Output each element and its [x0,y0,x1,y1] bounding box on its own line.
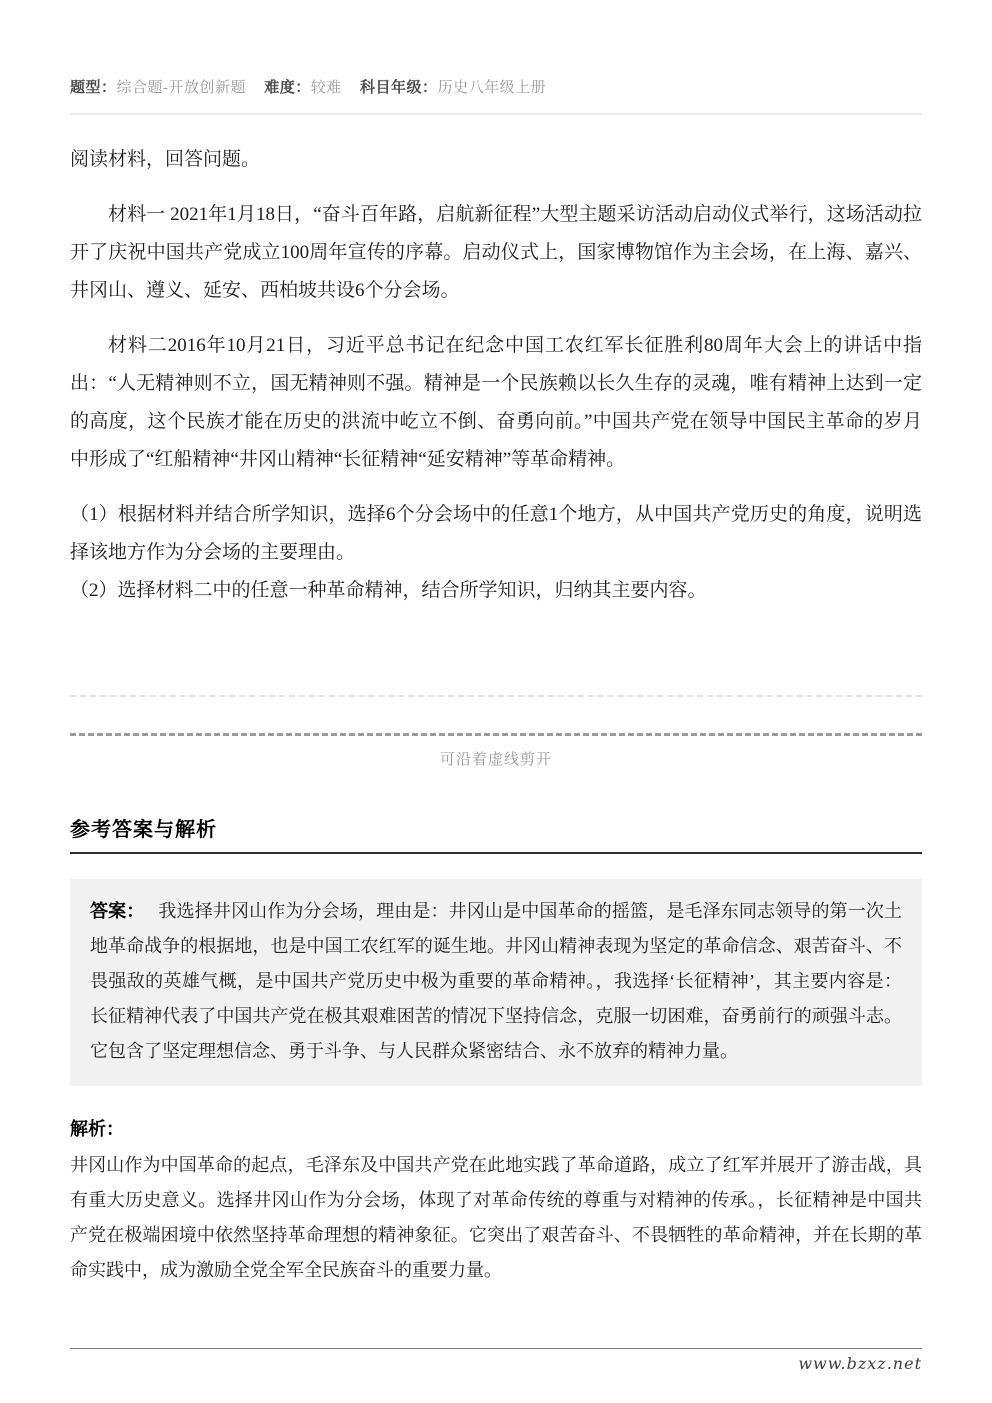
answer-text: 我选择井冈山作为分会场，理由是：井冈山是中国革命的摇篮，是毛泽东同志领导的第一次土地革命战争的根据地，也是中国工农红军的诞生地。井冈山精神表现为坚定的革命信念、艰苦奋斗、不畏强敌的英雄气概，是中国共产党历史中极为重要的革命精神。，我选择‘长征精神’，其主要内容是：长征精神代表了中国共产党在极其艰难困苦的情况下坚持信念，克服一切困难，奋勇前行的顽强斗志。它包含了坚定理想信念、勇于斗争、与人民群众紧密结合、永不放弃的精神力量。 [90,901,902,1061]
question-section [70,115,922,610]
sub-question-1: （1）根据材料并结合所学知识，选择6个分会场中的任意1个地方，从中国共产党历史的角度，说明选择该地方作为分会场的主要理由。 [70,504,922,563]
meta-subject-label: 科目年级： [360,80,438,96]
analysis-block [70,1116,922,1288]
meta-type-label: 题型： [70,80,117,96]
analysis-text: 井冈山作为中国革命的起点，毛泽东及中国共产党在此地实践了革命道路，成立了红军并展开了游击战，具有重大历史意义。选择井冈山作为分会场，体现了对革命传统的尊重与对精神的传承。，长征精神是中国共产党在极端困境中依然坚持革命理想的精神象征。它突出了艰苦奋斗、不畏牺牲的革命精神，并在长期的革命实践中，成为激励全党全军全民族奋斗的重要力量。 [70,1155,922,1280]
answer-section-heading: 参考答案与解析 [70,819,217,841]
meta-difficulty [264,80,356,96]
question-intro: 阅读材料，回答问题。 [70,149,261,170]
material-two-paragraph: 材料二2016年10月21日，习近平总书记在纪念中国工农红军长征胜利80周年大会上的讲话中指出：“人无精神则不立，国无精神则不强。精神是一个民族赖以长久生存的灵魂，唯有精神上达到一定的高度，这个民族才能在历史的洪流中屹立不倒、奋勇向前。”中国共产党在领导中国民主革命的岁月中形成了“红船精神“井冈山精神“长征精神“延安精神”等革命精神。 [70,335,922,470]
meta-type-value: 综合题-开放创新题 [116,80,247,96]
cut-hint-text: 可沿着虚线剪开 [439,752,552,768]
meta-subject-value: 历史八年级上册 [437,80,547,96]
page-footer [70,1310,922,1373]
footer-rule [70,1348,922,1349]
answer-label: 答案： [90,901,145,921]
cut-line-area [70,695,922,769]
dashed-cut-line [70,733,922,736]
sub-questions [70,496,922,610]
meta-type [70,80,260,96]
meta-difficulty-value: 较难 [310,80,342,96]
material-one-paragraph: 材料一 2021年1月18日，“奋斗百年路，启航新征程”大型主题采访活动启动仪式举行，这场活动拉开了庆祝中国共产党成立100周年宣传的序幕。启动仪式上，国家博物馆作为主会场，在上海、嘉兴、井冈山、遵义、延安、西柏坡共设6个分会场。 [70,204,922,301]
sub-question-2: （2）选择材料二中的任意一种革命精神，结合所学知识，归纳其主要内容。 [70,580,707,601]
meta-subject [360,80,560,96]
question-meta-bar [70,78,922,115]
heading-rule [70,852,922,854]
analysis-label: 解析： [70,1119,124,1139]
dashed-divider-light [70,695,922,697]
site-link[interactable]: www.bzxz.net [798,1354,922,1373]
answer-section [70,813,922,1288]
answer-box [70,879,922,1086]
meta-difficulty-label: 难度： [264,80,311,96]
